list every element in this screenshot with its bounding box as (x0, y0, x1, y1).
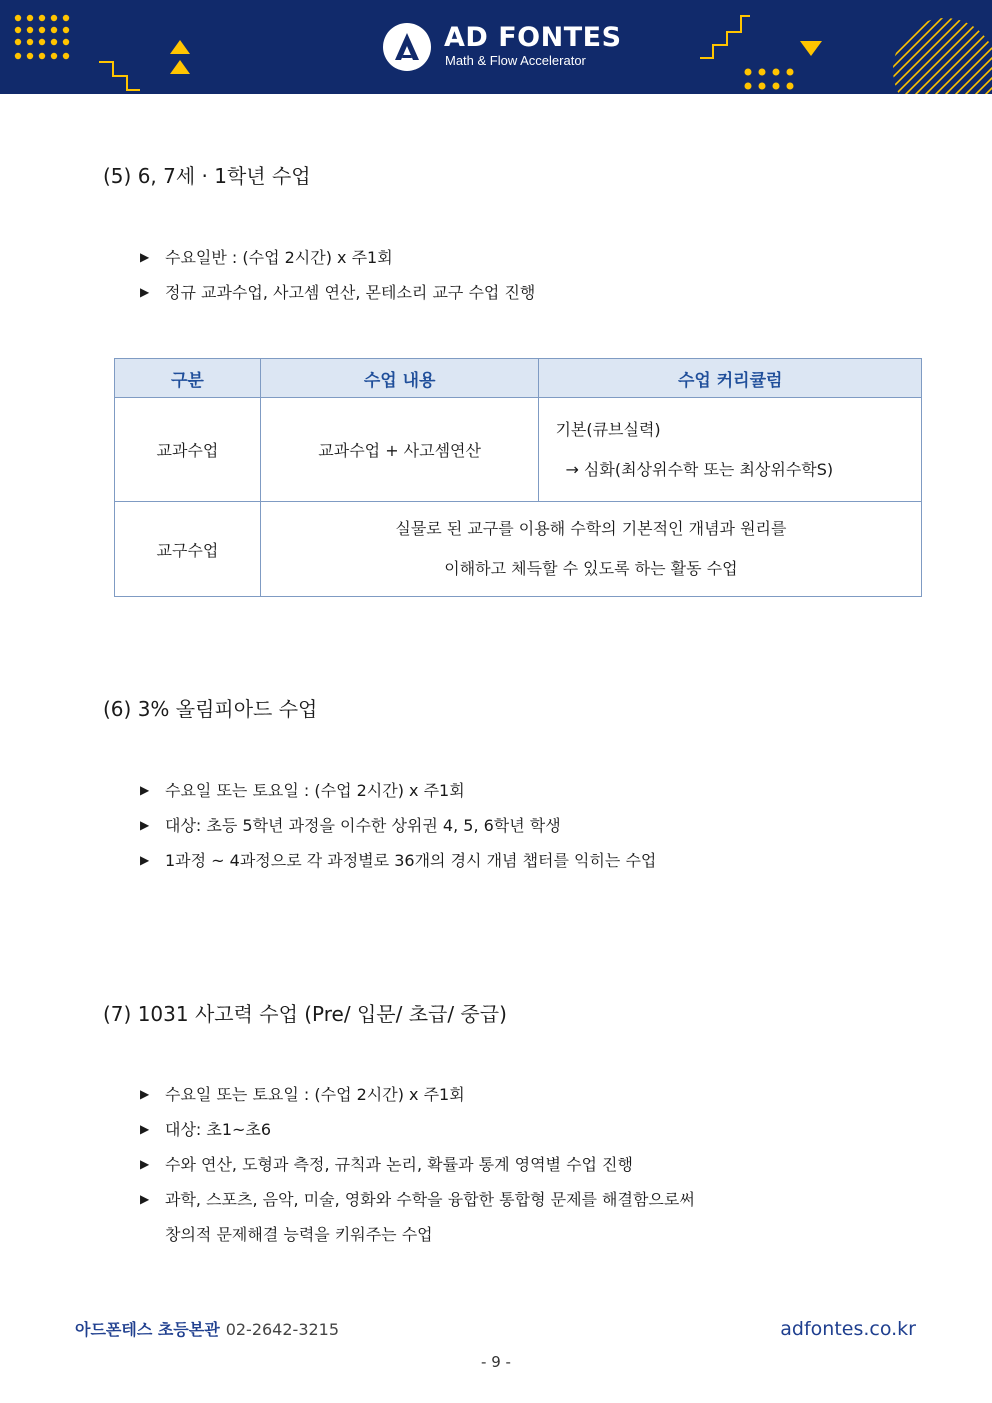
section-title: (5) 6, 7세 · 1학년 수업 (103, 164, 311, 188)
list-item-text: 수와 연산, 도형과 측정, 규칙과 논리, 확률과 통계 영역별 수업 진행 (165, 1155, 633, 1174)
list-item-text: 수요일 또는 토요일 : (수업 2시간) x 주1회 (165, 1085, 465, 1104)
table-header-cell: 수업 내용 (260, 359, 539, 398)
page-number: - 9 - (481, 1353, 511, 1371)
table-cell-content: 교과수업 + 사고셈연산 (260, 398, 539, 502)
bullet-list (140, 773, 656, 878)
logo-title: AD FONTES (444, 22, 622, 53)
list-item-text: 대상: 초등 5학년 과정을 이수한 상위권 4, 5, 6학년 학생 (165, 816, 561, 835)
footer-website: adfontes.co.kr (780, 1318, 916, 1340)
merged-line: 이해하고 체득할 수 있도록 하는 활동 수업 (444, 559, 738, 578)
list-item (140, 275, 535, 310)
triangle-bullet-icon: ▶ (140, 285, 150, 299)
header-banner (0, 0, 992, 94)
list-item (140, 843, 656, 878)
table-header-row (115, 359, 922, 398)
triangle-bullet-icon: ▶ (140, 250, 150, 264)
list-item-text: 대상: 초1~초6 (165, 1120, 272, 1139)
table-cell-curriculum (539, 398, 922, 502)
bullet-list (140, 240, 535, 310)
curriculum-line: → 심화(최상위수학 또는 최상위수학S) (565, 459, 834, 479)
list-item-text: 수요일 또는 토요일 : (수업 2시간) x 주1회 (165, 781, 465, 800)
triangle-bullet-icon: ▶ (140, 818, 150, 832)
triangle-bullet-icon: ▶ (140, 1087, 150, 1101)
table-header-cell: 구분 (115, 359, 261, 398)
table-cell-merged (260, 502, 921, 597)
section-title: (7) 1031 사고력 수업 (Pre/ 입문/ 초급/ 중급) (103, 1002, 507, 1026)
list-item (140, 1147, 695, 1182)
list-item-text-continued: 창의적 문제해결 능력을 키워주는 수업 (165, 1225, 433, 1244)
curriculum-line: 기본(큐브실력) (555, 419, 661, 439)
table-header-cell: 수업 커리큘럼 (539, 359, 922, 398)
table-cell-category: 교과수업 (115, 398, 261, 502)
merged-line: 실물로 된 교구를 이용해 수학의 기본적인 개념과 원리를 (395, 519, 787, 538)
bullet-list (140, 1077, 695, 1252)
list-item-text: 1과정 ~ 4과정으로 각 과정별로 36개의 경시 개념 챕터를 익히는 수업 (165, 851, 657, 870)
triangle-bullet-icon: ▶ (140, 1192, 150, 1206)
logo-subtitle: Math & Flow Accelerator (445, 53, 586, 68)
list-item (140, 240, 535, 275)
triangle-bullet-icon: ▶ (140, 783, 150, 797)
footer-brand: 아드폰테스 초등본관 (75, 1320, 220, 1339)
list-item-text: 과학, 스포츠, 음악, 미술, 영화와 수학을 융합한 통합형 문제를 해결함으로써 (165, 1190, 695, 1209)
list-item-text: 정규 교과수업, 사고셈 연산, 몬테소리 교구 수업 진행 (165, 283, 536, 302)
triangle-bullet-icon: ▶ (140, 1157, 150, 1171)
footer-contact (75, 1318, 339, 1342)
list-item (140, 808, 656, 843)
triangle-bullet-icon: ▶ (140, 853, 150, 867)
logo-emblem-icon (382, 22, 432, 72)
list-item (140, 1112, 695, 1147)
section-title: (6) 3% 올림피아드 수업 (103, 697, 318, 721)
table-cell-category: 교구수업 (115, 502, 261, 597)
footer-phone: 02-2642-3215 (225, 1320, 340, 1339)
list-item (140, 1077, 695, 1112)
list-item (140, 1182, 695, 1252)
list-item (140, 773, 656, 808)
triangle-bullet-icon: ▶ (140, 1122, 150, 1136)
table-row (115, 398, 922, 502)
table-row (115, 502, 922, 597)
class-table (114, 358, 922, 597)
list-item-text: 수요일반 : (수업 2시간) x 주1회 (165, 248, 393, 267)
